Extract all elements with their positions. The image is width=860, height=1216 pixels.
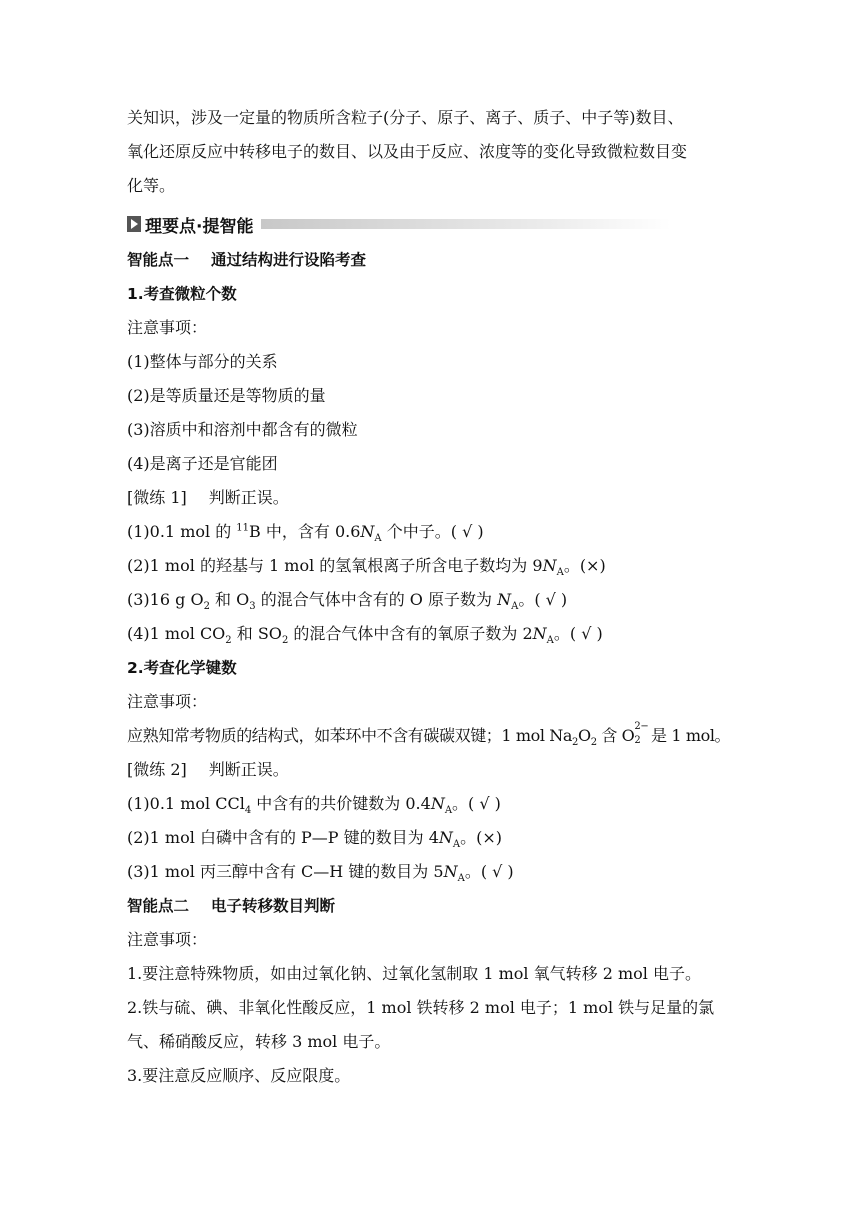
note-item: (3)溶质中和溶剂中都含有的微粒 [127, 420, 358, 439]
intro-line-3: 化等。 [127, 176, 176, 195]
exercise2-label: [微练 2] [127, 760, 187, 779]
point1-heading-text: 通过结构进行设陷考查 [211, 251, 367, 269]
exercise2-header [127, 753, 737, 787]
point2-item-2b: 气、稀硝酸反应，转移 3 mol 电子。 [127, 1032, 391, 1051]
notes2-text: 应熟知常考物质的结构式，如苯环中不含有碳碳双键；1 mol $Na_2O_2$ 含 O 2− 2 是 1 mol。 [127, 721, 731, 749]
exercise1-label: [微练 1] [127, 488, 187, 507]
exercise2-item-3: (3)1 mol 丙三醇中含有 C—H 键的数目为 $5N_A$。( √ ) [127, 862, 514, 885]
note-item: (1)整体与部分的关系 [127, 352, 278, 371]
exercise1-text: 判断正误。 [208, 488, 289, 507]
intro-line-1: 关知识，涉及一定量的物质所含粒子(分子、原子、离子、质子、中子等)数目、 [127, 108, 684, 127]
point2-heading-text: 电子转移数目判断 [211, 897, 336, 915]
play-arrow-icon [127, 216, 141, 232]
point1-sub1: 1.考查微粒个数 [127, 285, 237, 303]
point2-item-3: 3.要注意反应顺序、反应限度。 [127, 1066, 351, 1085]
point2-item-2a: 2.铁与硫、碘、非氧化性酸反应，1 mol 铁转移 2 mol 电子；1 mol 铁与足量的氯 [127, 998, 715, 1017]
exercise1-item-4: (4)1 mol $CO_2$ 和 $SO_2$ 的混合气体中含有的氧原子数为 $2N_A$。( √ ) [127, 624, 603, 647]
notes-label: 注意事项： [127, 318, 208, 337]
note-item: (4)是离子还是官能团 [127, 454, 278, 473]
intro-line-2: 氧化还原反应中转移电子的数目、以及由于反应、浓度等的变化导致微粒数目变 [127, 142, 688, 161]
point2-heading [127, 889, 737, 923]
document-content [127, 101, 737, 1093]
point2-heading-label: 智能点二 [127, 897, 190, 915]
exercise1-item-3: (3)16 g $O_2$ 和 $O_3$ 的混合气体中含有的 O 原子数为 $N_A$。( √ ) [127, 590, 568, 613]
exercise2-text: 判断正误。 [208, 760, 289, 779]
point1-heading-label: 智能点一 [127, 251, 190, 269]
exercise1-item-1: (1)0.1 mol 的 $^{11}$B 中，含有 $0.6N_A$ 个中子。( √ ) [127, 522, 484, 545]
exercise2-item-2: (2)1 mol 白磷中含有的 P—P 键的数目为 $4N_A$。(×) [127, 828, 503, 851]
point1-heading [127, 243, 737, 277]
notes2-label: 注意事项： [127, 692, 208, 711]
section-banner [127, 205, 737, 243]
exercise1-header [127, 481, 737, 515]
banner-divider [261, 219, 671, 229]
point2-notes-label: 注意事项： [127, 930, 208, 949]
exercise2-item-1: (1)0.1 mol CCl$_4$ 中含有的共价键数为 $0.4N_A$。( √ ) [127, 794, 501, 817]
point1-sub2: 2.考查化学键数 [127, 659, 237, 677]
exercise1-item-2: (2)1 mol 的羟基与 1 mol 的氢氧根离子所含电子数均为 $9N_A$。(×) [127, 556, 606, 579]
banner-title: 理要点·提智能 [145, 216, 254, 237]
point2-item-1: 1.要注意特殊物质，如由过氧化钠、过氧化氢制取 1 mol 氧气转移 2 mol 电子。 [127, 964, 701, 983]
note-item: (2)是等质量还是等物质的量 [127, 386, 326, 405]
